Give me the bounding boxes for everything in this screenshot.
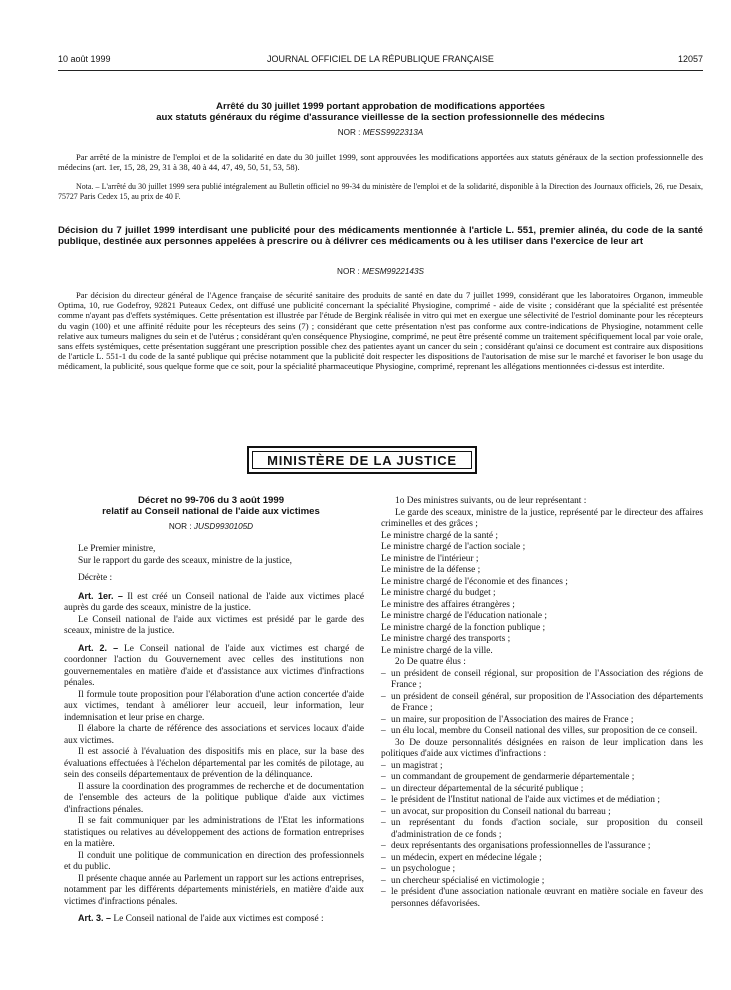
personnalite-item <box>381 784 703 796</box>
article-2-label: Art. 2. – <box>78 642 119 653</box>
decret-right-column <box>381 496 703 910</box>
minister-item: Le ministre de l'intérieur ; <box>381 553 479 564</box>
article-2-paragraph: Il assure la coordination des programmes de recherche et de documentation de l'ensemble des acteurs de la politique publique d'aide aux victimes d'infractions pénales. <box>64 781 364 815</box>
personnalite-item-text: un commandant de groupement de gendarmerie départementale ; <box>391 772 635 782</box>
arrete-body-text: Par arrêté de la ministre de l'emploi et de la solidarité en date du 30 juillet 1999, sont approuvées les modifications apportées aux statuts généraux de la section professionnelle des médecins (art. 1er, 15, 28, 29, 31 à 38, 40 à 44, 47, 49, 50, 51, 53, 58). <box>58 152 703 173</box>
article-2-paragraph: Il se fait communiquer par les administrations de l'Etat les informations statistiques ou relatives au développement des actions de formation entreprises en la matière. <box>64 816 364 849</box>
decret-title-line2: relatif au Conseil national de l'aide aux victimes <box>102 505 320 517</box>
list-dash: – <box>381 852 386 863</box>
decision-nor-label: NOR : <box>337 267 360 276</box>
composition-garde-des-sceaux: Le garde des sceaux, ministre de la justice, représenté par le directeur des affaires criminelles et des grâces ; <box>381 507 703 529</box>
composition-ministres-intro: 1o Des ministres suivants, ou de leur représentant : <box>395 496 587 506</box>
elu-item-text: un président de conseil général, sur proposition de l'Association des départements de France ; <box>391 691 703 713</box>
article-3-text: Le Conseil national de l'aide aux victimes est composé : <box>113 914 324 924</box>
elu-item-text: un élu local, membre du Conseil national des villes, sur proposition de ce conseil. <box>391 726 698 736</box>
decret-title <box>58 496 364 517</box>
ministere-box <box>247 446 477 474</box>
header-journal-title: JOURNAL OFFICIEL DE LA RÉPUBLIQUE FRANÇAISE <box>267 54 494 64</box>
arrete-nor <box>80 128 681 137</box>
minister-item: Le ministre chargé de l'éducation nationale ; <box>381 611 548 621</box>
decret-nor-label: NOR : <box>168 522 192 531</box>
list-dash: – <box>381 841 386 851</box>
article-2 <box>64 643 364 690</box>
list-dash: – <box>381 818 386 828</box>
page-header <box>58 54 703 68</box>
article-1-label: Art. 1er. – <box>78 590 123 601</box>
minister-item: Le ministre chargé des transports ; <box>381 634 511 644</box>
article-2-paragraph: Il élabore la charte de référence des associations et services locaux d'aide aux victimes. <box>64 724 364 746</box>
arrete-note-text: Nota. – L'arrêté du 30 juillet 1999 sera publié intégralement au Bulletin officiel no 99-34 du ministère de l'emploi et de la solidarité, disponible à la Direction des Journaux officiels, 26, rue Desaix, 75727 Paris Cedex 15, au prix de 40 F. <box>58 182 703 201</box>
article-2-text: Le Conseil national de l'aide aux victimes est chargé de coordonner l'action du Gouvernement avec celles des institutions non gouvernementales en matière d'aide et d'assistance aux victimes d'infractions pénales. <box>64 643 364 688</box>
arrete-nor-label: NOR : <box>337 128 361 137</box>
minister-item: Le ministre chargé de la santé ; <box>381 530 498 541</box>
minister-item: Le ministre chargé de la ville. <box>381 645 493 656</box>
arrete-title-line2: aux statuts généraux du régime d'assurance vieillesse de la section professionnelle des médecins <box>156 111 605 123</box>
personnalite-item <box>381 772 703 784</box>
personnalite-item-text: le président d'une association nationale œuvrant en matière sociale en faveur des personnes défavorisées. <box>391 887 703 909</box>
header-page-number: 12057 <box>677 54 703 64</box>
decision-nor-code: MESM9922143S <box>362 267 424 276</box>
personnalite-item-text: un directeur départemental de la sécurité publique ; <box>391 783 584 794</box>
personnalite-item <box>381 876 703 888</box>
header-date: 10 août 1999 <box>58 54 111 64</box>
minister-item: Le ministre des affaires étrangères ; <box>381 599 515 610</box>
decision-title-text: Décision du 7 juillet 1999 interdisant une publicité pour des médicaments mentionnée à l'article L. 551, premier alinéa, du code de la santé publique, destinée aux personnes appelées à prescrire ou à délivrer ces médicaments ou à les utiliser dans l'exercice de leur art <box>58 225 703 247</box>
composition-personnalites-intro: 3o De douze personnalités désignées en raison de leur implication dans les politiques d'aide aux victimes d'infractions : <box>381 737 703 759</box>
elu-item <box>381 692 703 715</box>
decision-body-text: Par décision du directeur général de l'Agence française de sécurité sanitaire des produits de santé en date du 7 juillet 1999, considérant que les laboratoires Organon, immeuble Optima, 10, rue Godefroy, 92821 Puteaux Cedex, ont diffusé une publicité concernant la spécialité Physiogine, comprimé - aide de visite ; considérant que la spécialité est présentée comme n'ayant pas d'effets systémiques. Cette présentation est illustrée par l'étude de Bergink réalisée in vitro qui met en exergue une sélectivité de l'estriol dominante pour les récepteurs du vagin (100) et une affinité réduite pour les récepteurs des seins (7) ; considérant que cette présentation n'est pas conforme aux contre-indications de Physiogine, notamment celle relative aux tumeurs malignes du sein et de l'utérus ; considérant qu'en conséquence Physiogine, comprimé, ne peut être présenté comme un traitement spécifiquement local par voie orale, sans effets systémiques, cette présentation suggérant une prescription possible chez des patientes ayant un cancer du sein ; considérant qu'ainsi ce document est contraire aux dispositions de l'article L. 551-1 du code de la santé publique qui précise notamment que la publicité doit respecter les dispositions de l'autorisation de mise sur le marché et favoriser le bon usage du médicament, la publicité, sous quelque forme que ce soit, pour la spécialité pharmaceutique Physiogine, comprimé, reprenant les allégations mentionnées ci-dessus est interdite. <box>58 290 703 372</box>
personnalite-item <box>381 841 703 853</box>
list-dash: – <box>381 760 386 771</box>
elu-item <box>381 715 703 727</box>
list-dash: – <box>381 726 386 736</box>
elu-item-text: un maire, sur proposition de l'Association des maires de France ; <box>391 714 634 725</box>
decret-nor-code: JUSD9930105D <box>193 522 254 531</box>
arrete-title <box>80 102 681 123</box>
arrete-body <box>58 152 703 172</box>
ministers-list <box>381 531 703 658</box>
elus-list <box>381 669 703 738</box>
personnalite-item-text: deux représentants des organisations professionnelles de l'assurance ; <box>391 841 651 851</box>
list-dash: – <box>381 668 386 679</box>
article-2-paragraph: Il est associé à l'évaluation des dispositifs mis en place, sur la base des évaluations effectuées à l'échelon départemental par les comités de pilotage, au sein des conseils départementaux de prévention de la délinquance. <box>64 747 364 780</box>
decision-nor <box>58 267 703 276</box>
article-1-text: Il est créé un Conseil national de l'aide aux victimes placé auprès du garde des sceaux, ministre de la justice. <box>64 591 364 613</box>
minister-item: Le ministre chargé du budget ; <box>381 588 496 598</box>
minister-item: Le ministre chargé de l'action sociale ; <box>381 542 526 552</box>
article-2-paragraph: Il conduit une politique de communication en direction des professionnels et du public. <box>64 850 364 872</box>
list-dash: – <box>381 864 386 874</box>
personnalites-list <box>381 761 703 911</box>
article-1-paragraph-2: Le Conseil national de l'aide aux victimes est présidé par le garde des sceaux, ministre de la justice. <box>64 614 364 636</box>
personnalite-item-text: un médecin, expert en médecine légale ; <box>391 852 542 863</box>
arrete-note <box>58 182 703 201</box>
personnalite-item-text: un psychologue ; <box>391 864 456 874</box>
decision-title <box>58 226 703 247</box>
composition-elus-intro: 2o De quatre élus : <box>395 657 466 667</box>
minister-item: Le ministre chargé de l'économie et des finances ; <box>381 576 568 587</box>
personnalite-item <box>381 864 703 876</box>
personnalite-item-text: un représentant du fonds d'action sociale, sur proposition du conseil d'administration de ce fonds ; <box>391 818 703 840</box>
header-rule <box>58 70 703 71</box>
article-2-paragraph: Il formule toute proposition pour l'élaboration d'une action concertée d'aide aux victimes, tendant à améliorer leur accueil, leur information, leur indemnisation et leur prise en charge. <box>64 689 364 723</box>
personnalite-item-text: un avocat, sur proposition du Conseil national du barreau ; <box>391 806 611 817</box>
list-dash: – <box>381 806 386 817</box>
ministere-heading: MINISTÈRE DE LA JUSTICE <box>252 451 472 469</box>
decision-body <box>58 290 703 372</box>
decret-intro-rapport: Sur le rapport du garde des sceaux, ministre de la justice, <box>78 555 292 566</box>
personnalite-item-text: un chercheur spécialisé en victimologie ; <box>391 875 545 886</box>
article-3 <box>64 913 364 926</box>
arrete-nor-code: MESS9922313A <box>362 128 424 137</box>
decret-nor <box>58 522 364 531</box>
personnalite-item <box>381 807 703 819</box>
elu-item <box>381 669 703 692</box>
article-2-paragraph: Il présente chaque année au Parlement un rapport sur les actions entreprises, notamment par les différents départements ministériels, en matière d'aide aux victimes d'infractions pénales. <box>64 873 364 907</box>
list-dash: – <box>381 714 386 725</box>
personnalite-item <box>381 795 703 807</box>
decret-title-line1: Décret no 99-706 du 3 août 1999 <box>137 495 285 506</box>
list-dash: – <box>381 875 386 886</box>
list-dash: – <box>381 887 386 897</box>
list-dash: – <box>381 783 386 794</box>
decret-left-column <box>64 544 364 926</box>
elu-item <box>381 726 703 738</box>
decret-decrete: Décrète : <box>78 573 113 583</box>
personnalite-item-text: un magistrat ; <box>391 760 443 771</box>
decret-intro-premier-ministre: Le Premier ministre, <box>78 544 156 554</box>
arrete-title-line1: Arrêté du 30 juillet 1999 portant approbation de modifications apportées <box>216 101 545 112</box>
elu-item-text: un président de conseil régional, sur proposition de l'Association des régions de France ; <box>391 668 703 690</box>
minister-item: Le ministre chargé de la fonction publique ; <box>381 622 546 633</box>
article-1 <box>64 591 364 615</box>
personnalite-item <box>381 818 703 841</box>
list-dash: – <box>381 691 386 702</box>
personnalite-item <box>381 887 703 910</box>
article-3-label: Art. 3. – <box>78 913 112 923</box>
minister-item: Le ministre de la défense ; <box>381 565 481 575</box>
personnalite-item-text: le président de l'Institut national de l'aide aux victimes et de médiation ; <box>391 795 660 805</box>
personnalite-item <box>381 853 703 865</box>
personnalite-item <box>381 761 703 773</box>
list-dash: – <box>381 772 386 782</box>
list-dash: – <box>381 795 386 805</box>
